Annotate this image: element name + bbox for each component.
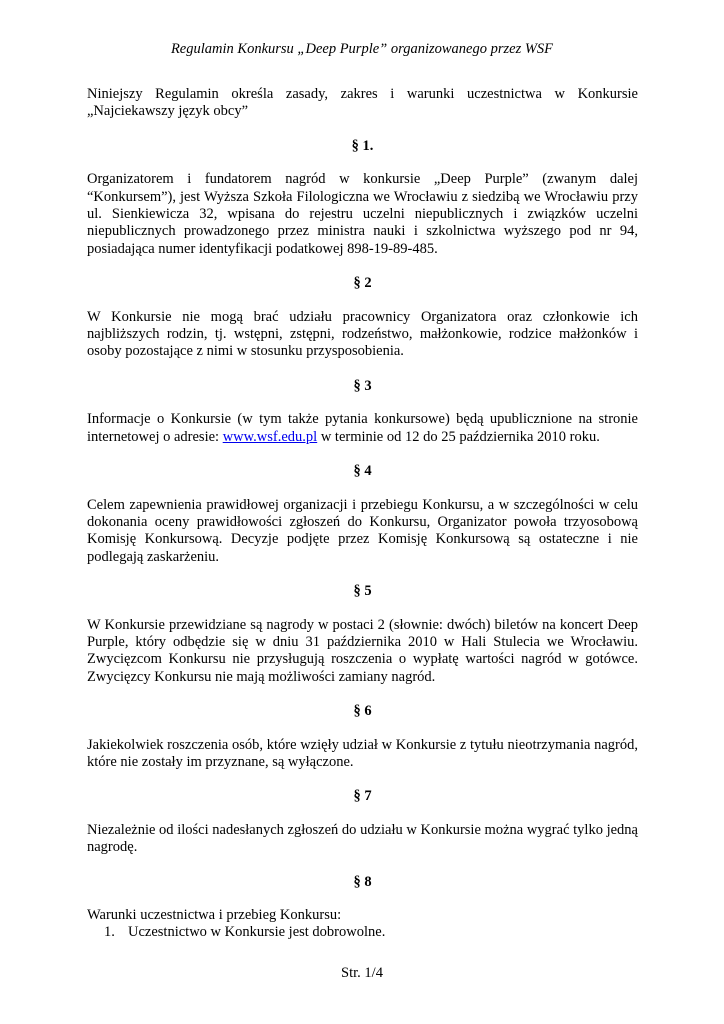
section-7-title: § 7 <box>353 788 372 805</box>
list-item-number: 1. <box>104 924 115 941</box>
intro-paragraph: Niniejszy Regulamin określa zasady, zakres i warunki uczestnictwa w Konkursie „Najciekawszy język obcy” <box>87 86 638 120</box>
section-1-text: Organizatorem i fundatorem nagród w konkursie „Deep Purple” (zwanym dalej “Konkursem”), jest Wyższa Szkoła Filologiczna we Wrocławiu z siedzibą we Wrocławiu przy ul. Sienkiewicza 32, wpisana do rejestru uczelni niepublicznych i związków uczelni niepublicznych prowadzonego przez ministra nauki i szkolnictwa wyższego pod nr 94, posiadająca numer identyfikacji podatkowej 898-19-89-485. <box>87 171 638 257</box>
section-3-title: § 3 <box>353 377 372 394</box>
section-6-text: Jakiekolwiek roszczenia osób, które wzięły udział w Konkursie z tytułu nieotrzymania nagród, które nie zostały im przyznane, są wyłączone. <box>87 736 638 770</box>
section-3-text <box>87 411 638 446</box>
list-item-text: Uczestnictwo w Konkursie jest dobrowolne. <box>128 924 386 941</box>
section-3-text-after: w terminie od 12 do 25 października 2010 roku. <box>317 428 600 445</box>
page-header: Regulamin Konkursu „Deep Purple” organizowanego przez WSF <box>170 41 554 57</box>
section-2-title: § 2 <box>353 275 372 292</box>
website-link[interactable]: www.wsf.edu.pl <box>222 428 318 445</box>
section-3-text-before: Informacje o Konkursie (w tym także pytania konkursowe) będą upublicznione na stronie internetowej o adresie: <box>87 411 638 445</box>
section-5-title: § 5 <box>353 583 372 600</box>
section-4-title: § 4 <box>353 463 372 480</box>
section-1-title: § 1. <box>351 137 374 154</box>
section-6-title: § 6 <box>353 703 372 720</box>
section-7-text: Niezależnie od ilości nadesłanych zgłoszeń do udziału w Konkursie można wygrać tylko jedną nagrodę. <box>87 821 638 856</box>
section-5-text: W Konkursie przewidziane są nagrody w postaci 2 (słownie: dwóch) biletów na koncert Deep Purple, który odbędzie się w dniu 31 października 2010 w Hali Stulecia we Wrocławiu. Zwycięzcom Konkursu nie przysługują roszczenia o wypłatę wartości nagród w gotówce. Zwycięzcy Konkursu nie mają możliwości zamiany nagród. <box>87 616 638 685</box>
section-2-text: W Konkursie nie mogą brać udziału pracownicy Organizatora oraz członkowie ich najbliższych rodzin, tj. wstępni, zstępni, rodzeństwo, małżonkowie, rodzice małżonków i osoby pozostające z nimi w stosunku przysposobienia. <box>87 308 638 360</box>
conditions-list <box>87 924 638 941</box>
list-item <box>87 924 638 941</box>
section-8-text: Warunki uczestnictwa i przebieg Konkursu: <box>87 907 342 923</box>
document-body <box>87 86 638 942</box>
page-number: Str. 1/4 <box>341 965 383 981</box>
section-4-text: Celem zapewnienia prawidłowej organizacji i przebiegu Konkursu, a w szczególności w celu dokonania oceny prawidłowości zgłoszeń do Konkursu, Organizator powoła trzyosobową Komisję Konkursową. Decyzje podjęte przez Komisję Konkursową są ostateczne i nie podlegają zaskarżeniu. <box>87 496 638 565</box>
section-8-title: § 8 <box>353 873 372 890</box>
